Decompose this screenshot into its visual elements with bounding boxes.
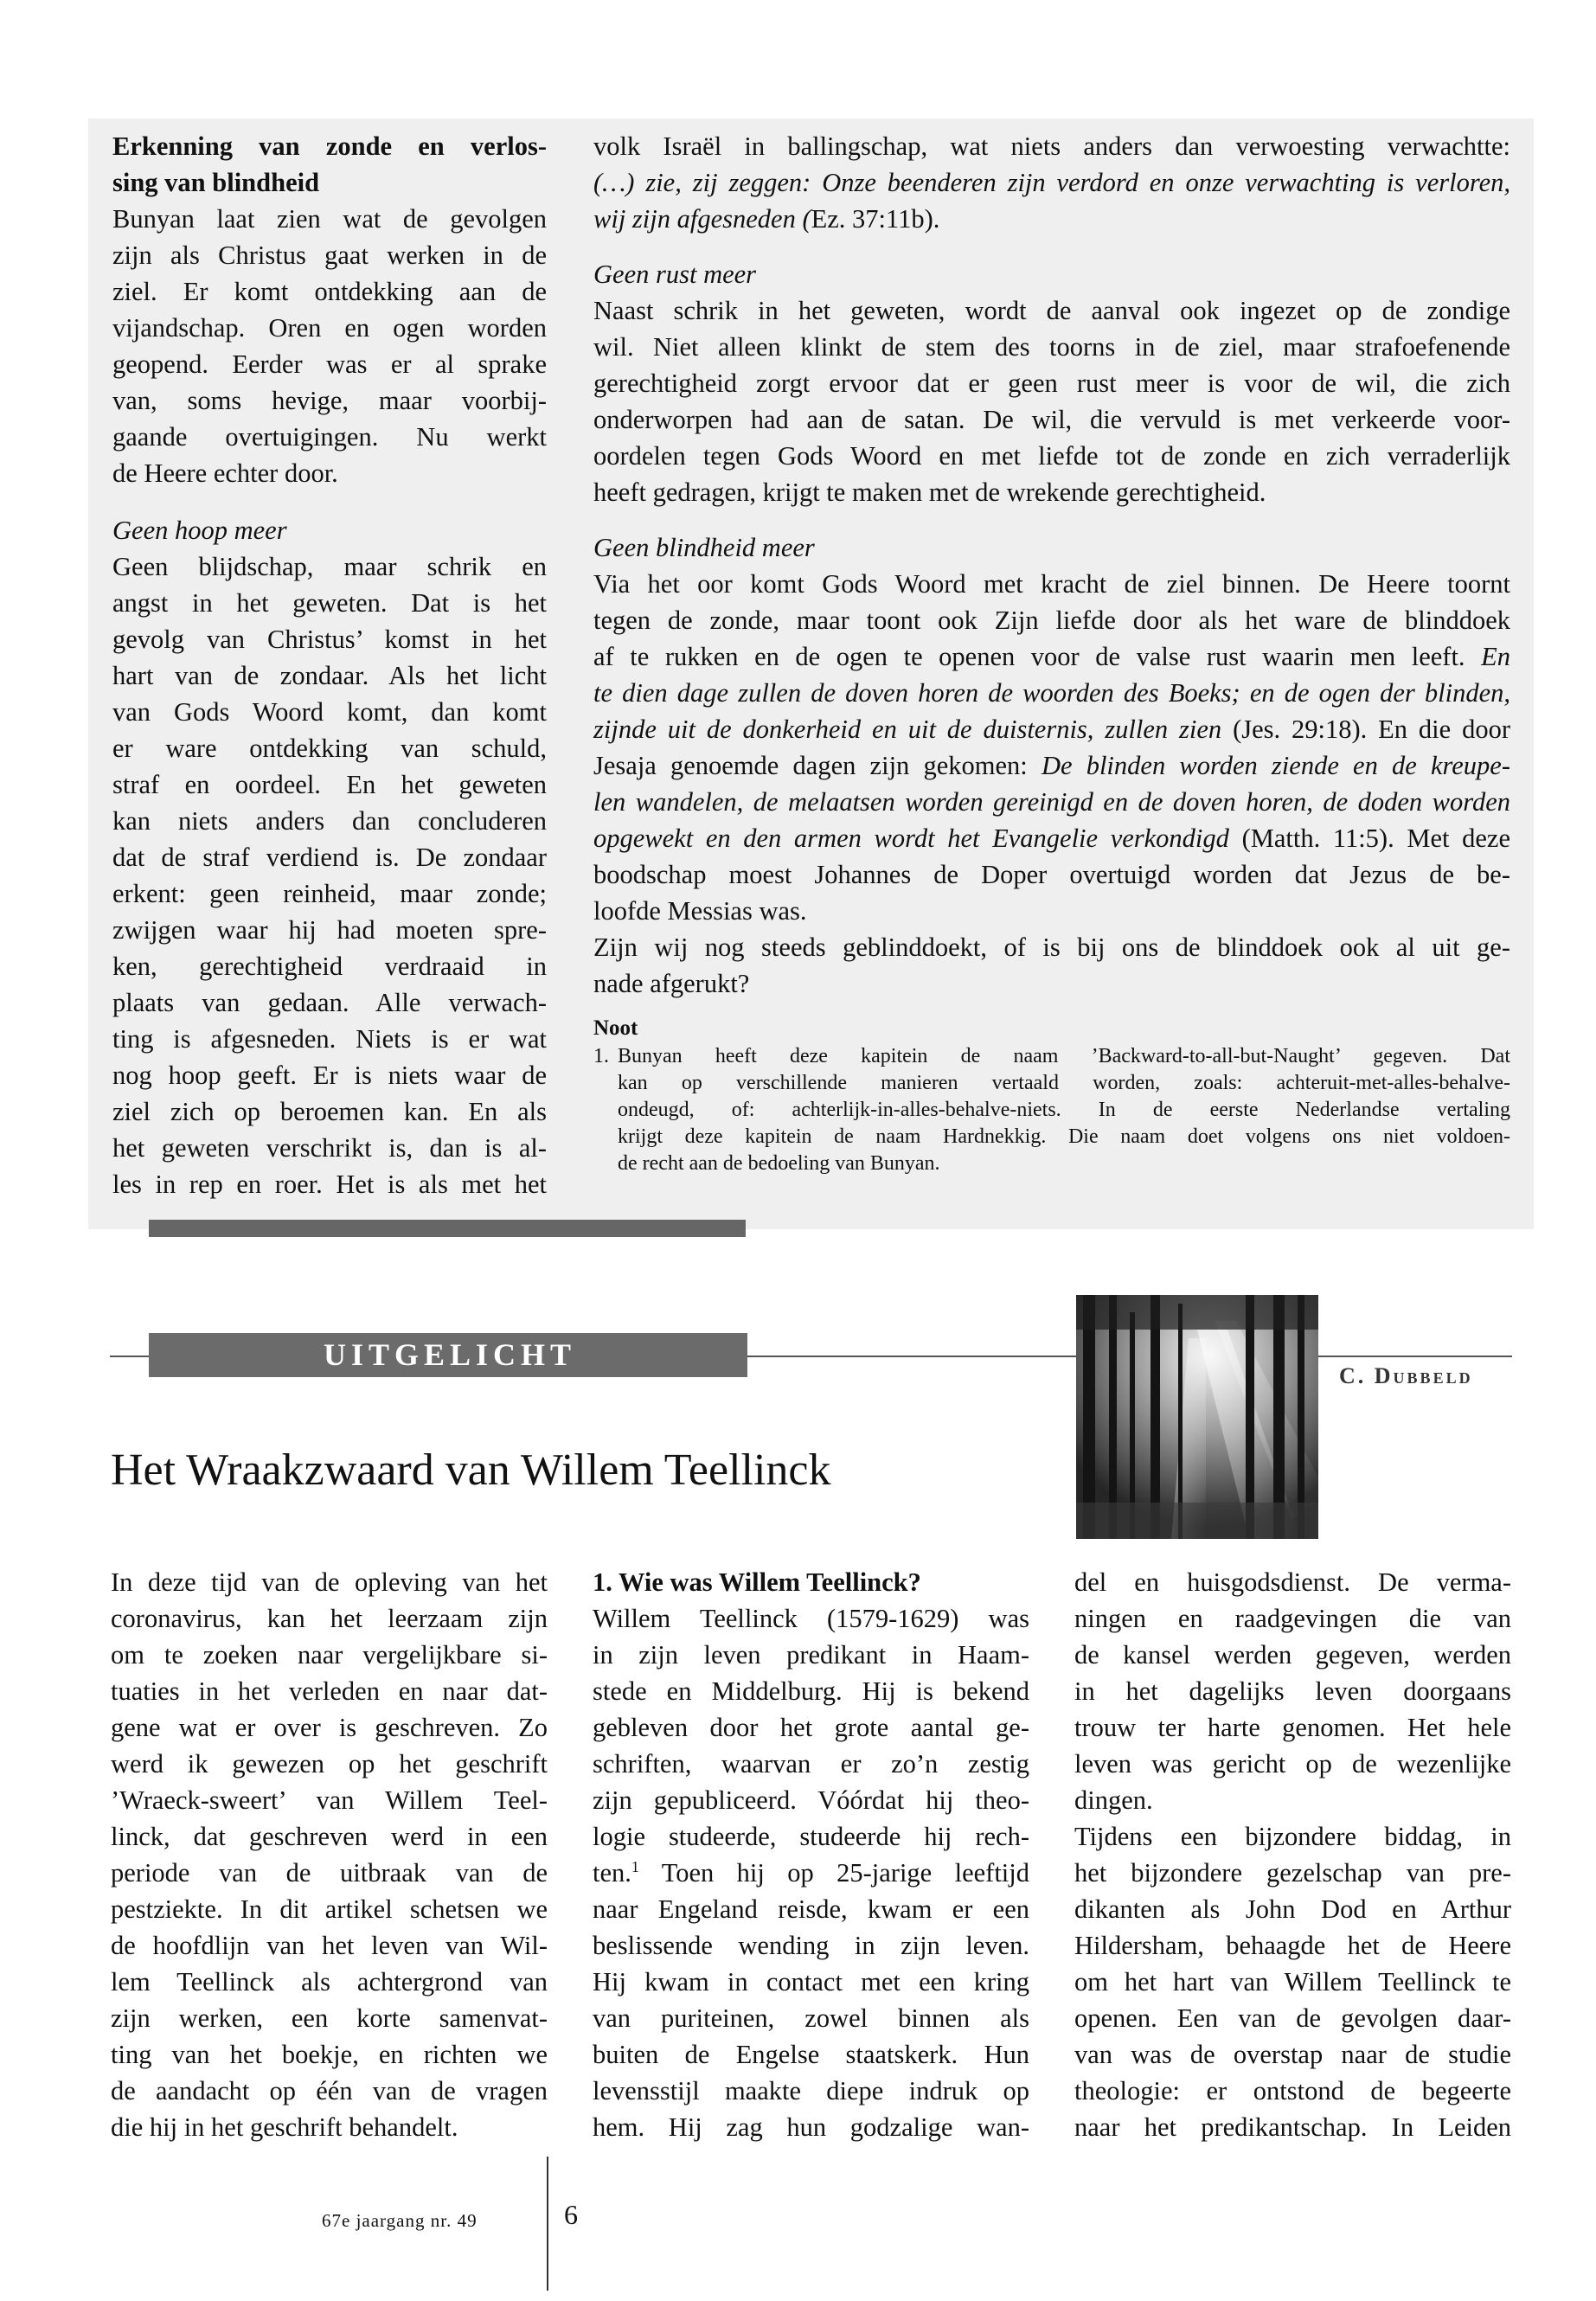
text-line: schriften, waarvan er zo’n zestig [593,1749,1029,1779]
text-line: logie studeerde, studeerde hij rech- [593,1822,1029,1851]
text-line: ting is afgesneden. Niets is er wat [112,1024,547,1054]
text-line: len wandelen, de melaatsen worden gereinigd en de doven horen, de doden worden [593,787,1510,817]
text-line: hem. Hij zag hun godzalige wan- [593,2112,1029,2142]
text-line: ’Wraeck-sweert’ van Willem Teel- [111,1785,548,1815]
text-line: dat de straf verdiend is. De zondaar [112,843,547,872]
text-line: gene wat er over is geschreven. Zo [111,1713,548,1742]
text-line [593,747,1510,784]
subheading: Geen hoop meer [112,516,287,545]
text-line: pestziekte. In dit artikel schetsen we [111,1894,548,1924]
text-line: Via het oor komt Gods Woord met kracht de ziel binnen. De Heere toornt [593,569,1510,599]
text-line: gevolg van Christus’ komst in het [112,625,547,654]
scripture-quote: En [1481,642,1510,671]
text-line: van puriteinen, zowel binnen als [593,2003,1029,2033]
text-line: dingen. [1074,1785,1153,1815]
text-line: Hij kwam in contact met een kring [593,1967,1029,1997]
text-line: Geen blijdschap, maar schrik en [112,552,547,581]
text-line: het geweten verschrikt is, dan is al- [112,1133,547,1163]
text-line: nog hoop geeft. Er is niets waar de [112,1061,547,1090]
text-line [593,201,1510,237]
section-heading: Erkenning van zonde en verlos- [112,131,547,161]
text-line [593,1855,1029,1891]
top-left-column [112,128,547,1202]
text-line: Naast schrik in het geweten, wordt de aanval ook ingezet op de zondige [593,296,1510,325]
text-line: kan niets anders dan concluderen [112,806,547,836]
text-line: tegen de zonde, maar toont ook Zijn liefde door als het ware de blinddoek [593,606,1510,635]
text-line: Zijn wij nog steeds geblinddoekt, of is bij ons de blinddoek ook al uit ge- [593,933,1510,962]
text-line: angst in het geweten. Dat is het [112,588,547,618]
text-line: levensstijl maakte diepe indruk op [593,2076,1029,2106]
text-line: Tijdens een bijzondere biddag, in [1074,1822,1511,1851]
text-line: het bijzondere gezelschap van pre- [1074,1858,1511,1888]
text-line: (…) zie, zij zeggen: Onze beenderen zijn verdord en onze verwachting is verloren, [593,168,1510,197]
text-line: zwijgen waar hij had moeten spre- [112,915,547,945]
text-line: de Heere echter door. [112,458,338,488]
text-line: te dien dage zullen de doven horen de woorden des Boeks; en de ogen der blinden, [593,678,1510,708]
header-rule-right [1318,1356,1512,1357]
text-line: zijn werken, een korte samenvat- [111,2003,548,2033]
issue-info: 67e jaargang nr. 49 [322,2210,478,2231]
text-line: gebleven door het grote aantal ge- [593,1713,1029,1742]
text-run: Jesaja genoemde dagen zijn gekomen: [593,751,1028,780]
forest-photo [1076,1295,1318,1539]
text-line [593,820,1510,856]
section-heading: 1. Wie was Willem Teellinck? [593,1567,921,1597]
divider-bar [149,1220,746,1237]
text-line: de aandacht op één van de vragen [111,2076,548,2106]
text-line: erkent: geen reinheid, maar zonde; [112,879,547,908]
text-line: Willem Teellinck (1579-1629) was [593,1604,1029,1633]
text-line: naar het predikantschap. In Leiden [1074,2112,1511,2142]
text-line: oordelen tegen Gods Woord en met liefde tot de zonde en zich verraderlijk [593,441,1510,471]
text-line: ting van het boekje, en richten we [111,2040,548,2069]
text-run: ten. [593,1858,631,1888]
text-line: ziel zich op beroemen kan. En als [112,1097,547,1126]
text-line: geopend. Eerder was er al sprake [112,349,547,379]
text-line: in het dagelijks leven doorgaans [1074,1676,1511,1706]
text-line: heeft gedragen, krijgt te maken met de wrekende gerechtigheid. [593,478,1266,507]
text-line: openen. Een van de gevolgen daar- [1074,2003,1511,2033]
text-line: hart van de zondaar. Als het licht [112,661,547,690]
text-line [593,711,1510,747]
text-line: ningen en raadgevingen die van [1074,1604,1511,1633]
text-run: (Matth. 11:5). Met deze [1241,824,1510,853]
text-line: Bunyan laat zien wat de gevolgen [112,204,547,234]
footnote-line: kan op verschillende manieren vertaald worden, zoals: achteruit-met-alles-behalve- [618,1072,1510,1094]
text-line [593,638,1510,675]
section-tag: UITGELICHT [149,1333,747,1377]
body-column-2 [593,1564,1029,2145]
text-line: naar Engeland reisde, kwam er een [593,1894,1029,1924]
text-line: periode van de uitbraak van de [111,1858,548,1888]
footnote-number: 1. [593,1045,609,1067]
text-line: coronavirus, kan het leerzaam zijn [111,1604,548,1633]
text-line: del en huisgodsdienst. De verma- [1074,1567,1511,1597]
text-line: linck, dat geschreven werd in een [111,1822,548,1851]
footnote-line: ondeugd, of: achterlijk-in-alles-behalve-niets. In de eerste Nederlandse vertaling [618,1099,1510,1121]
text-line: wil. Niet alleen klinkt de stem des toorns in de ziel, maar strafoefenende [593,332,1510,362]
text-line: stede en Middelburg. Hij is bekend [593,1676,1029,1706]
footnote [593,1043,1510,1177]
text-line: gaande overtuigingen. Nu werkt [112,422,547,452]
text-line: straf en oordeel. En het geweten [112,770,547,799]
section-heading: sing van blindheid [112,168,320,197]
text-line: plaats van gedaan. Alle verwach- [112,988,547,1017]
text-line: om te zoeken naar vergelijkbare si- [111,1640,548,1670]
note-title: Noot [593,1016,638,1040]
text-run: (Jes. 29:18). En die door [1233,715,1510,744]
text-run: af te rukken en de ogen te openen voor de valse rust waarin men leeft. [593,642,1465,671]
body-column-3 [1074,1564,1511,2145]
text-line: er ware ontdekking van schuld, [112,734,547,763]
text-line: werd ik gewezen op het geschrift [111,1749,548,1779]
text-line: theologie: er ontstond de begeerte [1074,2076,1511,2106]
scripture-quote: De blinden worden ziende en de kreupe- [1041,751,1511,780]
text-line: leven was gericht op de wezenlijke [1074,1749,1511,1779]
author-name [1339,1363,1473,1389]
text-line: trouw ter harte genomen. Het hele [1074,1713,1511,1742]
text-line: volk Israël in ballingschap, wat niets anders dan verwoesting verwachtte: [593,131,1510,161]
forest-image [1076,1295,1318,1539]
header-rule-middle [747,1356,1077,1357]
text-line: buiten de Engelse staatskerk. Hun [593,2040,1029,2069]
author-label: C. Dubbeld [1339,1363,1473,1388]
top-right-column [593,128,1510,1177]
scripture-quote: opgewekt en den armen wordt het Evangelie verkondigd [593,824,1229,853]
text-line: In deze tijd van de opleving van het [111,1567,548,1597]
text-line: beslissende wending in zijn leven. [593,1931,1029,1960]
footnote-line: de recht aan de bedoeling van Bunyan. [618,1152,940,1175]
scripture-quote: zijnde uit de donkerheid en uit de duisternis, zullen zien [593,715,1222,744]
text-line: in zijn leven predikant in Haam- [593,1640,1029,1670]
footnote-line: Bunyan heeft deze kapitein de naam ’Backward-to-all-but-Naught’ gegeven. Dat [618,1045,1510,1067]
text-line: boodschap moest Johannes de Doper overtuigd worden dat Jezus de be- [593,860,1510,889]
text-line: onderworpen had aan de satan. De wil, die vervuld is met verkeerde voor- [593,405,1510,434]
article-title: Het Wraakzwaard van Willem Teellinck [111,1445,831,1495]
scripture-quote: wij zijn afgesneden ( [593,204,811,234]
subheading: Geen rust meer [593,260,757,289]
text-line: de kansel werden gegeven, werden [1074,1640,1511,1670]
text-line: ziel. Er komt ontdekking aan de [112,277,547,306]
text-run: Toen hij op 25-jarige leeftijd [638,1858,1029,1888]
scripture-reference: Ez. 37:11b). [811,204,940,234]
text-line: die hij in het geschrift behandelt. [111,2112,458,2142]
text-line: nade afgerukt? [593,969,750,998]
text-line: van, soms hevige, maar voorbij- [112,386,547,415]
footnote-line: krijgt deze kapitein de naam Hardnekkig. Die naam doet volgens ons niet voldoen- [618,1125,1510,1148]
body-column-1 [111,1564,548,2145]
text-line: vijandschap. Oren en ogen worden [112,313,547,343]
text-line: gerechtigheid zorgt ervoor dat er geen rust meer is voor de wil, die zich [593,369,1510,398]
text-line: ken, gerechtigheid verdraaid in [112,952,547,981]
text-line: les in rep en roer. Het is als met het [112,1170,547,1199]
text-line: om het hart van Willem Teellinck te [1074,1967,1511,1997]
subheading: Geen blindheid meer [593,533,815,562]
text-line: van was de overstap naar de studie [1074,2040,1511,2069]
text-line: zijn als Christus gaat werken in de [112,240,547,270]
header-rule-left [110,1356,150,1357]
text-line: tuaties in het verleden en naar dat- [111,1676,548,1706]
text-line: zijn gepubliceerd. Vóórdat hij theo- [593,1785,1029,1815]
text-line: loofde Messias was. [593,896,807,926]
footer-divider [547,2157,548,2291]
footnote-marker: 1 [631,1857,639,1875]
text-line: lem Teellinck als achtergrond van [111,1967,548,1997]
text-line: dikanten als John Dod en Arthur [1074,1894,1511,1924]
text-line: Hildersham, behaagde het de Heere [1074,1931,1511,1960]
text-line: de hoofdlijn van het leven van Wil- [111,1931,548,1960]
page-number: 6 [564,2199,578,2230]
text-line: van Gods Woord komt, dan komt [112,697,547,727]
